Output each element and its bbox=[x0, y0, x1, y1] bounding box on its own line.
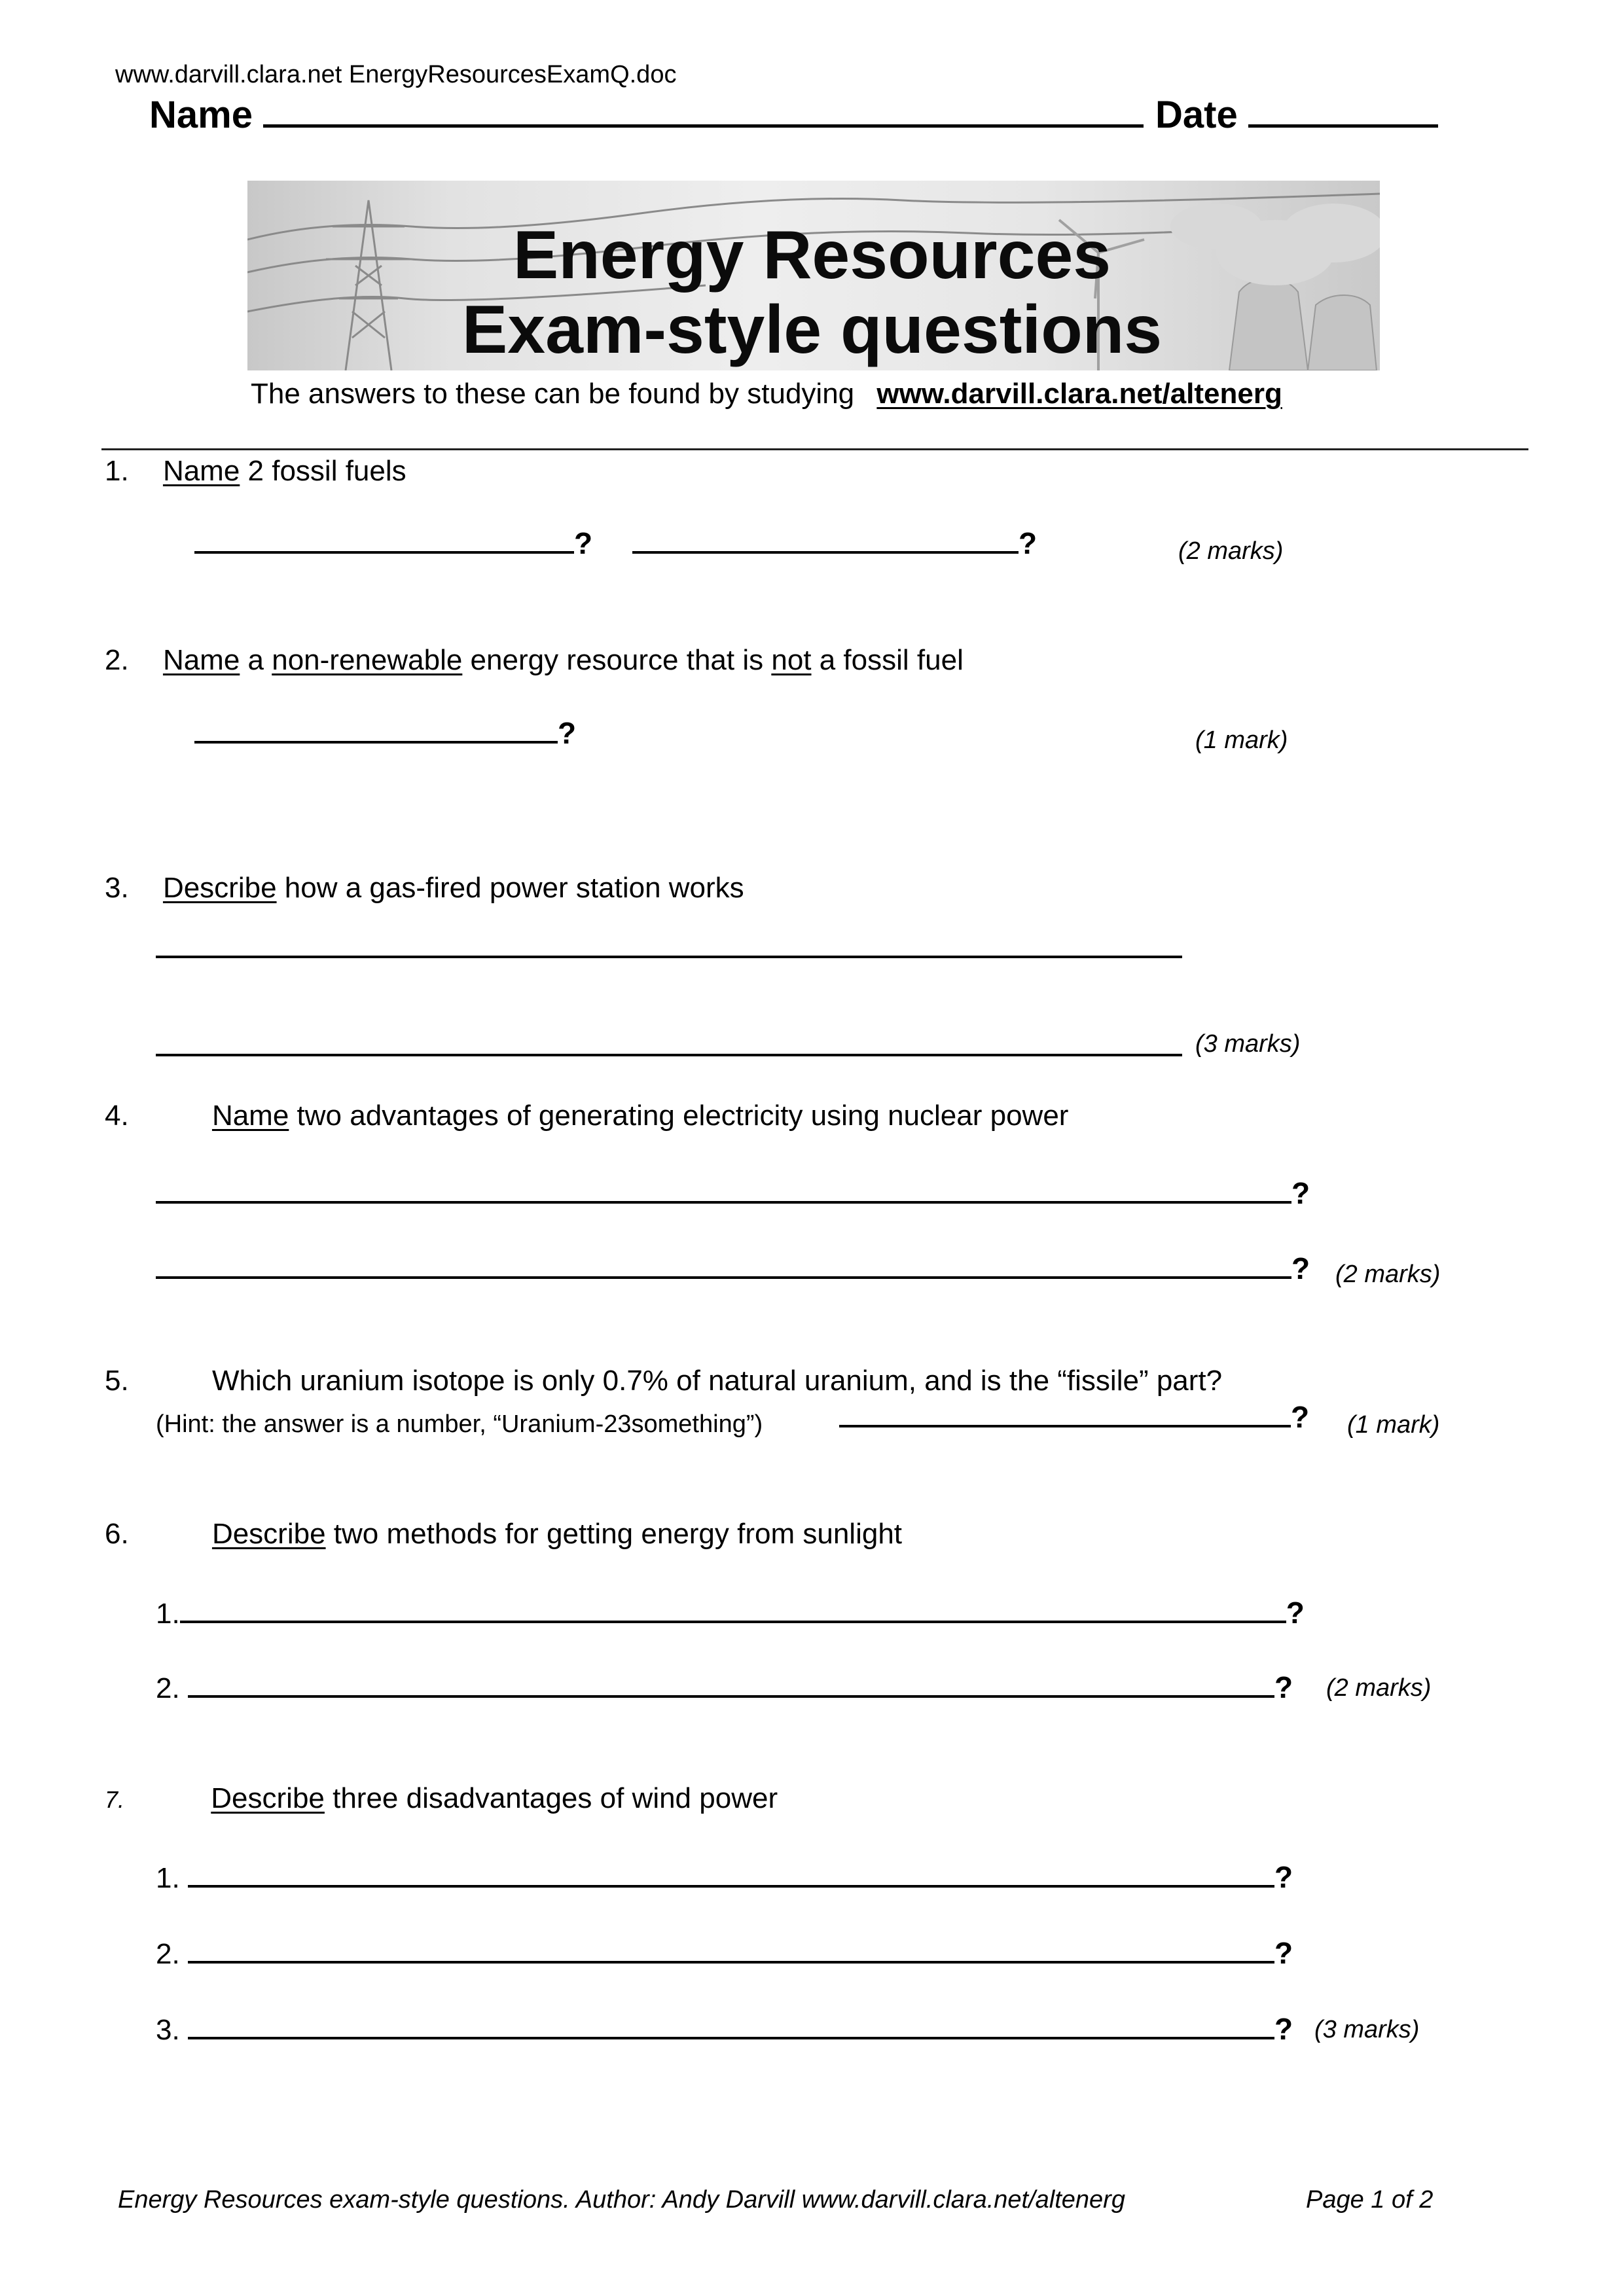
question-7 bbox=[105, 1784, 778, 1813]
marks-q1: (2 marks) bbox=[1178, 537, 1284, 565]
qmark: ? bbox=[1274, 1936, 1293, 1970]
name-field[interactable] bbox=[149, 92, 1144, 134]
title-line-1: Energy Resources bbox=[513, 217, 1111, 293]
qmark: ? bbox=[1291, 1400, 1310, 1434]
altenerg-link[interactable]: www.darvill.clara.net/altenerg bbox=[876, 378, 1282, 410]
question-2 bbox=[105, 646, 964, 675]
answer-blank-7-1[interactable] bbox=[156, 1859, 1293, 1893]
answer-blank-4b[interactable] bbox=[156, 1250, 1310, 1286]
question-4 bbox=[105, 1102, 1068, 1130]
question-text: a bbox=[240, 644, 272, 676]
question-6 bbox=[105, 1520, 902, 1549]
answer-label: 3. bbox=[156, 2014, 180, 2046]
question-number: 2. bbox=[105, 644, 129, 676]
answer-blank-5[interactable] bbox=[839, 1399, 1309, 1435]
qmark: ? bbox=[1286, 1596, 1305, 1630]
verb: Describe bbox=[211, 1782, 325, 1814]
answer-blank-1b[interactable] bbox=[632, 525, 1037, 561]
answer-label: 2. bbox=[156, 1672, 180, 1704]
qmark: ? bbox=[1274, 2012, 1293, 2046]
subtitle-text: The answers to these can be found by studying bbox=[251, 378, 855, 410]
qmark: ? bbox=[1019, 526, 1038, 560]
title-line-2: Exam-style questions bbox=[461, 292, 1163, 368]
date-blank[interactable] bbox=[1248, 92, 1438, 128]
question-number: 5. bbox=[105, 1365, 129, 1397]
answer-blank-7-3[interactable] bbox=[156, 2011, 1293, 2045]
name-blank[interactable] bbox=[263, 92, 1144, 128]
date-field[interactable] bbox=[1155, 92, 1438, 134]
verb: Name bbox=[162, 644, 240, 676]
qmark: ? bbox=[574, 526, 593, 560]
verb: Describe bbox=[162, 872, 277, 904]
marks-q3: (3 marks) bbox=[1195, 1030, 1301, 1058]
answer-label: 1. bbox=[156, 1862, 180, 1894]
verb: Name bbox=[211, 1100, 289, 1132]
verb: Name bbox=[162, 455, 240, 487]
emphasis: not bbox=[771, 644, 812, 676]
answer-label: 2. bbox=[156, 1938, 180, 1970]
question-number: 3. bbox=[105, 872, 129, 904]
page-number: Page 1 of 2 bbox=[1306, 2186, 1434, 2214]
marks-q6: (2 marks) bbox=[1326, 1674, 1432, 1702]
question-number: 1. bbox=[105, 455, 129, 487]
marks-q5: (1 mark) bbox=[1347, 1411, 1440, 1439]
answer-line-3a[interactable] bbox=[156, 956, 1182, 958]
emphasis: non-renewable bbox=[272, 644, 463, 676]
hint-q5 bbox=[156, 1412, 763, 1437]
qmark: ? bbox=[1291, 1251, 1310, 1285]
marks-q4: (2 marks) bbox=[1335, 1261, 1441, 1288]
answer-blank-4a[interactable] bbox=[156, 1175, 1310, 1211]
question-3 bbox=[105, 874, 744, 903]
date-label: Date bbox=[1155, 94, 1238, 136]
question-text: a fossil fuel bbox=[811, 644, 964, 676]
question-text: two advantages of generating electricity using nuclear power bbox=[289, 1100, 1069, 1132]
qmark: ? bbox=[1274, 1670, 1293, 1704]
qmark: ? bbox=[558, 716, 577, 750]
question-number: 7. bbox=[105, 1786, 125, 1813]
hint-text: (Hint: the answer is a number, “Uranium-23something”) bbox=[156, 1410, 763, 1438]
answer-blank-6-2[interactable] bbox=[156, 1669, 1293, 1703]
qmark: ? bbox=[1291, 1176, 1310, 1210]
question-number: 4. bbox=[105, 1100, 129, 1132]
footer-text: Energy Resources exam-style questions. Author: Andy Darvill www.darvill.clara.net/altenerg bbox=[118, 2186, 1125, 2214]
source-line: www.darvill.clara.net EnergyResourcesExamQ.doc bbox=[115, 61, 677, 88]
answer-line-3b[interactable] bbox=[156, 1054, 1182, 1056]
question-text: three disadvantages of wind power bbox=[324, 1782, 778, 1814]
question-number: 6. bbox=[105, 1518, 129, 1550]
question-5 bbox=[105, 1367, 1222, 1395]
marks-q2: (1 mark) bbox=[1195, 726, 1288, 754]
answer-blank-2[interactable] bbox=[194, 715, 576, 751]
answer-blank-7-2[interactable] bbox=[156, 1935, 1293, 1969]
answer-label: 1. bbox=[156, 1598, 180, 1630]
question-text: Which uranium isotope is only 0.7% of natural uranium, and is the “fissile” part? bbox=[211, 1365, 1223, 1397]
answer-blank-1a[interactable] bbox=[194, 525, 592, 561]
question-text: how a gas-fired power station works bbox=[276, 872, 744, 904]
marks-q7: (3 marks) bbox=[1314, 2016, 1420, 2043]
divider bbox=[101, 448, 1528, 450]
qmark: ? bbox=[1274, 1860, 1293, 1894]
answer-blank-6-1[interactable] bbox=[156, 1594, 1305, 1628]
question-1 bbox=[105, 457, 406, 486]
verb: Describe bbox=[211, 1518, 326, 1550]
subtitle bbox=[251, 380, 1282, 408]
question-text: two methods for getting energy from sunlight bbox=[325, 1518, 903, 1550]
question-text: 2 fossil fuels bbox=[240, 455, 406, 487]
name-label: Name bbox=[149, 94, 253, 136]
question-text: energy resource that is bbox=[462, 644, 772, 676]
